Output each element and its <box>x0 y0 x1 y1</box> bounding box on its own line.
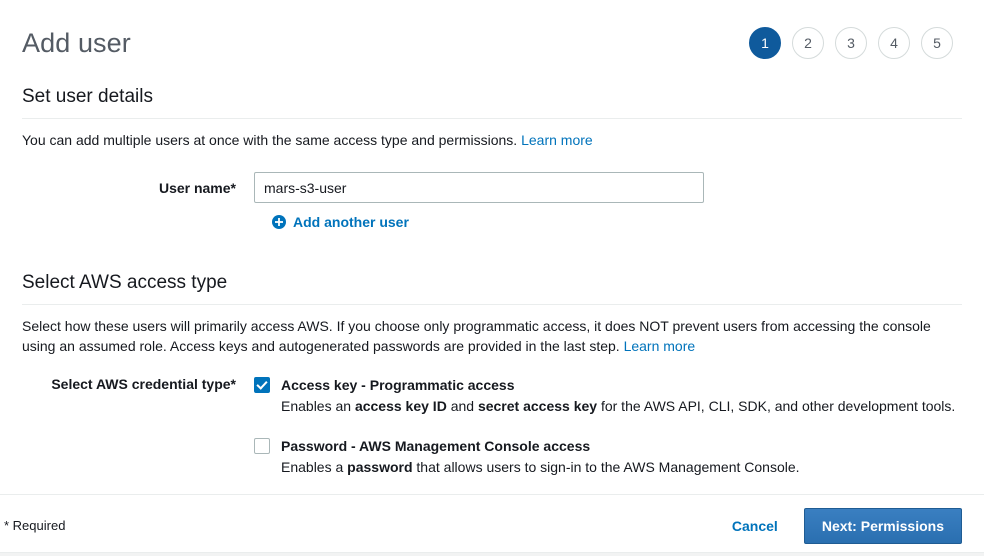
checkbox-programmatic-access[interactable] <box>254 377 270 393</box>
option-console-access[interactable] <box>254 436 962 477</box>
opt1-bold1: password <box>347 459 413 475</box>
option-console-access-body <box>281 436 800 477</box>
plus-circle-icon <box>272 215 286 229</box>
credential-type-label: Select AWS credential type* <box>51 376 236 392</box>
page-title: Add user <box>22 27 131 58</box>
option-programmatic-access[interactable] <box>254 375 962 416</box>
step-4[interactable]: 4 <box>878 27 910 59</box>
username-label: User name* <box>158 180 236 196</box>
access-type-description <box>22 316 962 356</box>
option-console-access-description <box>281 457 800 477</box>
step-5[interactable]: 5 <box>921 27 953 59</box>
opt0-text2: and <box>446 398 478 414</box>
step-3[interactable]: 3 <box>835 27 867 59</box>
access-type-description-line1: Select how these users will primarily access AWS. If you choose only programmatic access, it does NOT prevent users from accessing the console using <box>22 318 931 354</box>
access-type-section <box>22 272 962 497</box>
access-type-description-line2: an assumed role. Access keys and autogenerated passwords are provided in the last step. <box>59 338 620 354</box>
step-1[interactable]: 1 <box>749 27 781 59</box>
checkbox-console-access[interactable] <box>254 438 270 454</box>
option-programmatic-access-body <box>281 375 955 416</box>
cancel-button[interactable]: Cancel <box>728 512 782 540</box>
user-details-description-text: You can add multiple users at once with the same access type and permissions. <box>22 132 518 148</box>
user-details-heading: Set user details <box>22 86 153 107</box>
add-another-user-label: Add another user <box>293 214 409 230</box>
wizard-header <box>0 0 984 68</box>
option-programmatic-access-description <box>281 396 955 416</box>
credential-type-options <box>254 375 962 497</box>
step-indicator <box>749 27 953 59</box>
step-2[interactable]: 2 <box>792 27 824 59</box>
footer-actions <box>728 508 962 544</box>
opt1-text1: Enables a <box>281 459 348 475</box>
wizard-footer <box>0 494 984 556</box>
access-type-heading: Select AWS access type <box>22 272 228 293</box>
add-another-user-button[interactable] <box>272 214 409 230</box>
credential-type-row <box>22 375 962 497</box>
wizard-content <box>0 86 984 497</box>
section-divider-1 <box>22 118 962 119</box>
opt0-bold2: secret access key <box>477 398 598 414</box>
user-details-learn-more-link[interactable]: Learn more <box>521 132 593 148</box>
opt0-text3: for the AWS API, CLI, SDK, and other development tools. <box>597 398 956 414</box>
option-programmatic-access-title: Access key - Programmatic access <box>281 377 515 393</box>
user-details-description <box>22 130 962 150</box>
section-divider-2 <box>22 304 962 305</box>
opt0-text1: Enables an <box>281 398 355 414</box>
next-permissions-button[interactable]: Next: Permissions <box>804 508 962 544</box>
username-row <box>22 172 962 203</box>
username-input[interactable] <box>254 172 704 203</box>
opt0-bold1: access key ID <box>354 398 447 414</box>
access-type-learn-more-link[interactable]: Learn more <box>623 338 696 354</box>
opt1-text2: that allows users to sign-in to the AWS Management Console. <box>412 459 800 475</box>
bottom-strip <box>0 552 984 556</box>
option-console-access-title: Password - AWS Management Console access <box>281 438 591 454</box>
required-note: * Required <box>4 518 66 533</box>
